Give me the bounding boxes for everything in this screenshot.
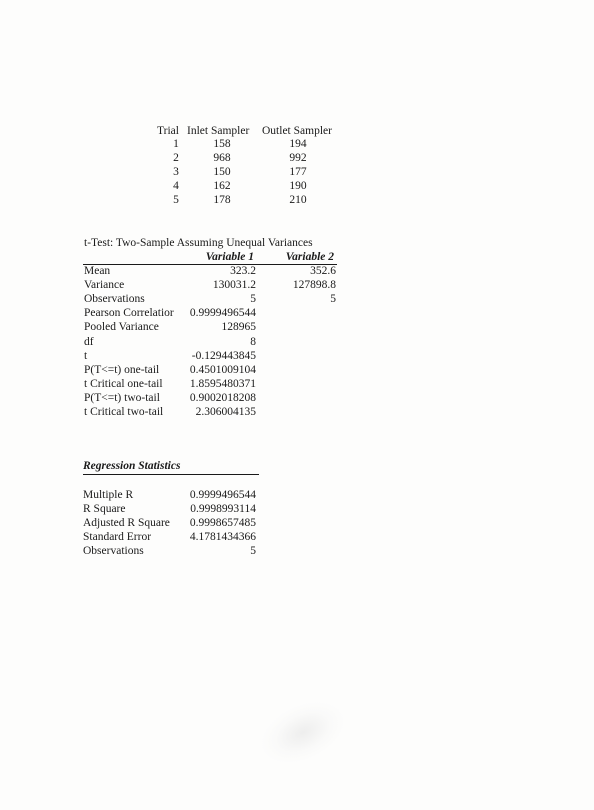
ttest-row-variable-2-value: 352.6 (310, 265, 336, 277)
ttest-row-label: Pearson Correlatior (84, 307, 174, 320)
ttest-row-variable-1-value: 0.4501009104 (189, 363, 256, 376)
header-inlet-sampler: Inlet Sampler (187, 125, 250, 137)
header-trial: Trial (157, 125, 179, 137)
ttest-row-variable-1-value: 2.306004135 (195, 406, 256, 418)
ttest-row-variable-1-value: 8 (250, 335, 256, 348)
regression-row-value: 0.9998657485 (189, 517, 256, 529)
regression-row-label: Observations (83, 545, 144, 557)
ttest-row-variable-1-value: 323.2 (230, 265, 256, 277)
outlet-cell: 177 (289, 166, 307, 178)
ttest-row-variable-1-value: 128965 (221, 321, 256, 334)
ttest-title: t-Test: Two-Sample Assuming Unequal Variances (84, 237, 313, 249)
outlet-cell: 992 (289, 152, 307, 164)
ttest-row-variable-2-value: 127898.8 (292, 279, 336, 292)
trial-cell: 1 (173, 138, 179, 150)
regression-row-value: 0.9998993114 (190, 503, 256, 515)
regression-header-rule (83, 474, 259, 475)
ttest-row-label: t (84, 349, 88, 362)
ttest-row-variable-1-value: 0.9002018208 (189, 391, 256, 404)
regression-row-value: 4.1781434366 (189, 531, 256, 543)
regression-title: Regression Statistics (83, 460, 181, 472)
ttest-col-variable-2: Variable 2 (285, 251, 334, 263)
trial-cell: 5 (173, 194, 179, 206)
ttest-row-label: Variance (84, 279, 125, 292)
regression-row-value: 0.9999496544 (189, 489, 256, 501)
ttest-row-label: P(T<=t) two-tail (84, 391, 160, 404)
trial-cell: 2 (173, 152, 179, 164)
inlet-cell: 968 (213, 152, 231, 164)
ttest-row-variable-1-value: 5 (250, 293, 256, 306)
ttest-row-variable-1-value: 1.8595480371 (189, 377, 256, 390)
regression-row-label: Standard Error (83, 531, 152, 543)
inlet-cell: 162 (213, 180, 231, 192)
scan-smudge (251, 689, 356, 777)
outlet-cell: 194 (289, 138, 307, 150)
trial-cell: 4 (173, 180, 179, 192)
outlet-cell: 210 (289, 194, 307, 206)
ttest-row-variable-2-value: 5 (330, 293, 336, 306)
inlet-cell: 158 (213, 138, 231, 150)
regression-row-value: 5 (250, 545, 256, 557)
regression-row-label: Adjusted R Square (83, 517, 170, 529)
ttest-row-label: Pooled Variance (84, 321, 159, 334)
inlet-cell: 178 (213, 194, 231, 206)
header-outlet-sampler: Outlet Sampler (262, 125, 332, 137)
ttest-row-variable-1-value: -0.129443845 (191, 349, 256, 362)
ttest-row-label: t Critical two-tail (84, 406, 164, 418)
inlet-cell: 150 (213, 166, 231, 178)
trial-cell: 3 (173, 166, 179, 178)
regression-row-label: R Square (83, 503, 126, 515)
ttest-row-label: Mean (84, 265, 111, 277)
ttest-row-label: P(T<=t) one-tail (84, 363, 160, 376)
outlet-cell: 190 (289, 180, 307, 192)
ttest-row-label: Observations (84, 293, 145, 306)
ttest-col-variable-1: Variable 1 (205, 251, 254, 263)
regression-row-label: Multiple R (83, 489, 134, 501)
ttest-row-label: df (84, 335, 94, 348)
ttest-row-variable-1-value: 0.9999496544 (189, 307, 256, 320)
ttest-row-label: t Critical one-tail (84, 377, 163, 390)
ttest-row-variable-1-value: 130031.2 (212, 279, 256, 292)
